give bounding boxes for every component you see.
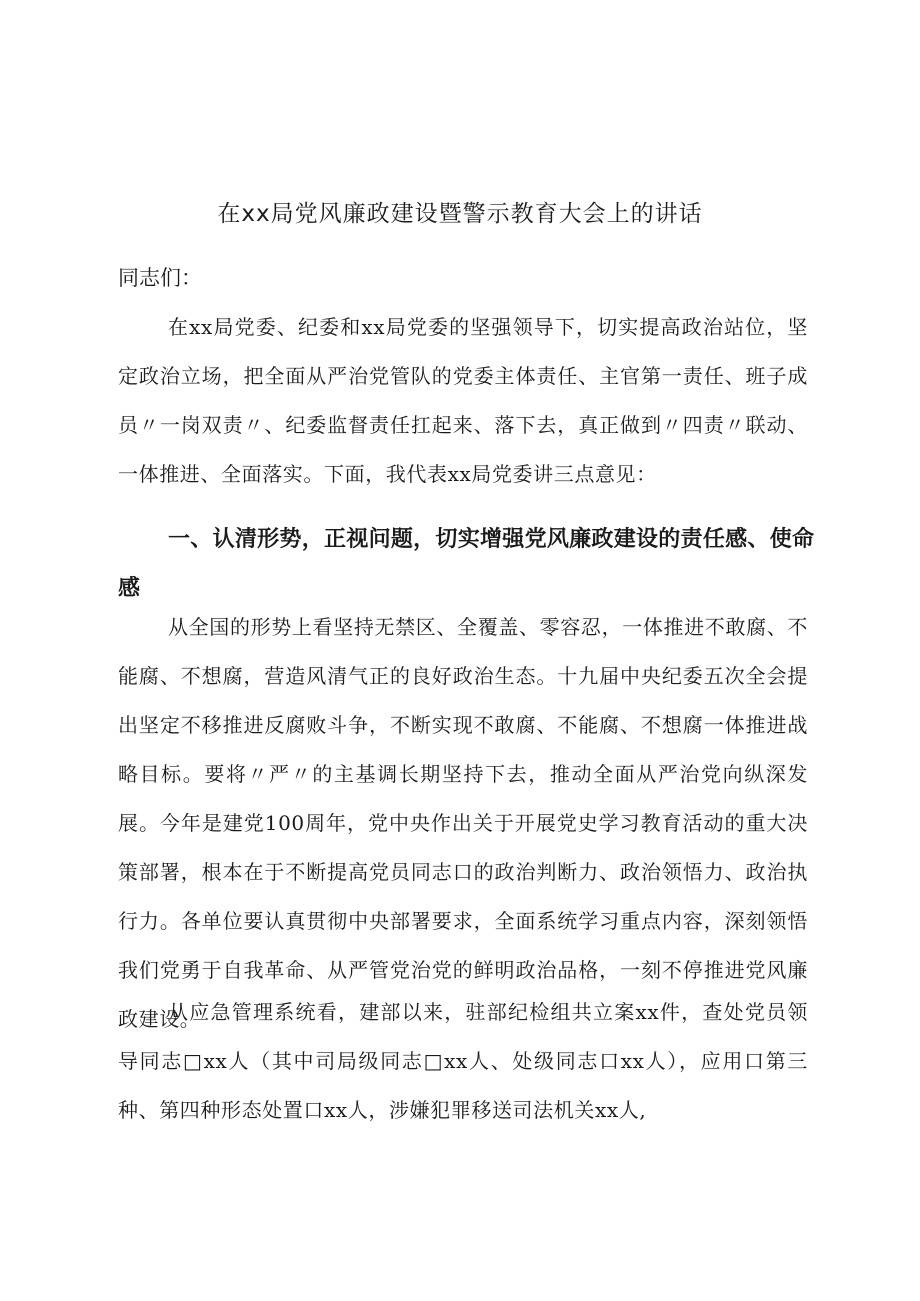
section1-paragraph-2: 从应急管理系统看，建部以来，驻部纪检组共立案xx件，查处党员领导同志□xx人（其中司局级同志□xx人、处级同志口xx人），应用口第三种、第四种形态处置口xx人，涉嫌犯罪移送司法机关xx人, (118, 1000, 808, 1122)
section-heading-1: 一、认清形势，正视问题，切实增强党风廉政建设的责任感、使命感 (118, 527, 814, 601)
document-title: 在xx局党风廉政建设暨警示教育大会上的讲话 (217, 201, 703, 227)
intro-paragraph: 在xx局党委、纪委和xx局党委的坚强领导下，切实提高政治站位，坚定政治立场，把全面从严治党管队的党委主体责任、主官第一责任、班子成员〃一岗双责〃、纪委监督责任扛起来、落下去，真正做到〃四责〃联动、一体推进、全面落实。下面，我代表xx局党委讲三点意见： (118, 315, 808, 486)
section1-paragraph-1: 从全国的形势上看坚持无禁区、全覆盖、零容忍，一体推进不敢腐、不能腐、不想腐，营造风清气正的良好政治生态。十九届中央纪委五次全会提出坚定不移推进反腐败斗争，不断实现不敢腐、不能腐、不想腐一体推进战略目标。要将〃严〃的主基调长期坚持下去，推动全面从严治党向纵深发展。今年是建党100周年，党中央作出关于开展党史学习教育活动的重大决策部署，根本在于不断提高党员同志口的政治判断力、政治领悟力、政治执行力。各单位要认真贯彻中央部署要求，全面系统学习重点内容，深刻领悟我们党勇于自我革命、从严管党治党的鲜明政治品格，一刻不停推进党风廉政建设。 (118, 615, 808, 1031)
greeting: 同志们： (118, 266, 202, 290)
